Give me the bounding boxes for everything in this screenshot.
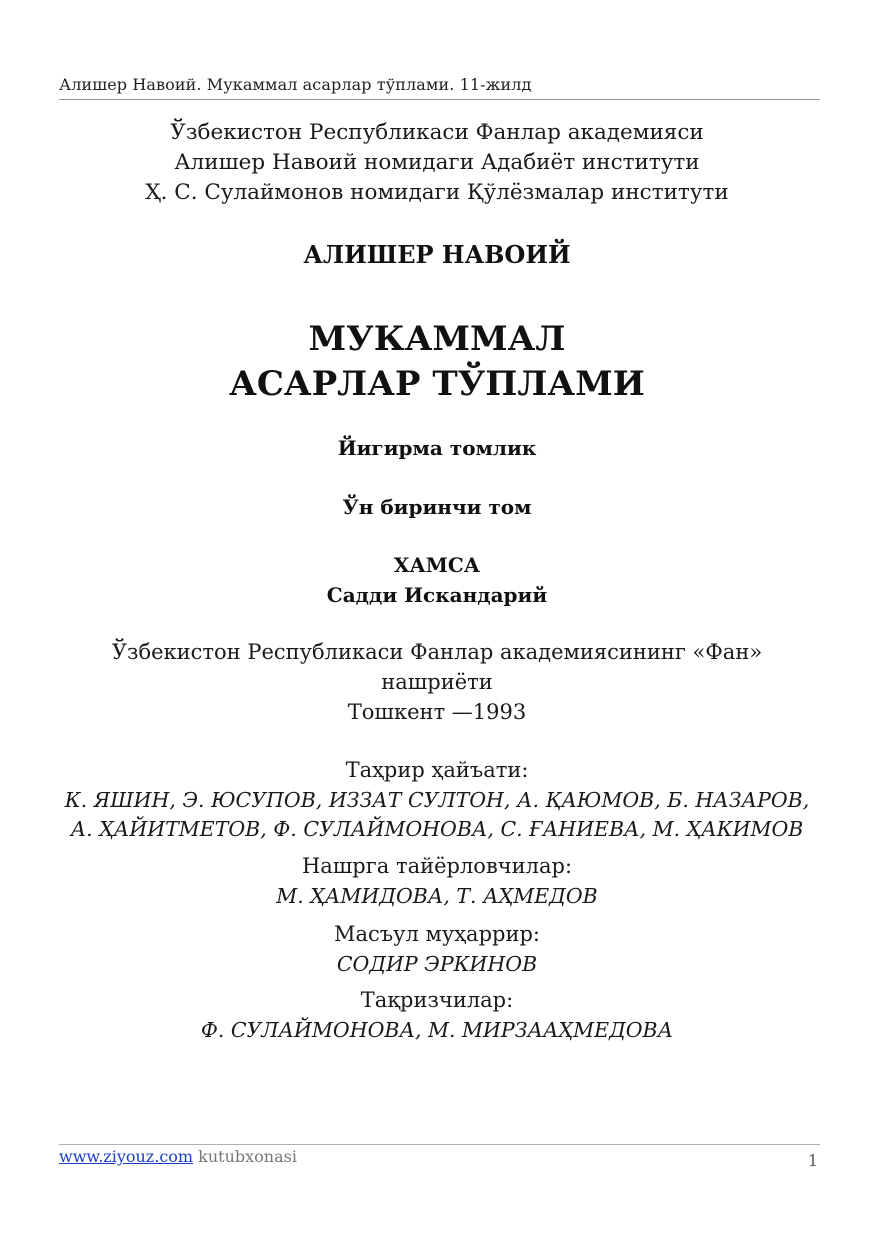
work-subtitle: Садди Искандарий bbox=[326, 583, 548, 607]
responsible-editor-label: Масъул муҳаррир: bbox=[334, 922, 540, 946]
book-title-line1: МУКАММАЛ bbox=[308, 319, 566, 359]
editorial-board-names-line1: К. ЯШИН, Э. ЮСУПОВ, ИЗЗАТ СУЛТОН, А. ҚАЮМОВ, Б. НАЗАРОВ, bbox=[64, 788, 810, 812]
responsible-editor-name: СОДИР ЭРКИНОВ bbox=[336, 952, 538, 976]
publication-place-year: Тошкент —1993 bbox=[347, 700, 527, 724]
running-header: Алишер Навоий. Мукаммал асарлар тўплами. 11-жилд bbox=[59, 75, 532, 94]
editorial-board-label: Таҳрир ҳайъати: bbox=[345, 758, 529, 782]
institution-manuscripts: Ҳ. С. Сулаймонов номидаги Қўлёзмалар институти bbox=[145, 180, 729, 205]
author-name: АЛИШЕР НАВОИЙ bbox=[303, 240, 571, 269]
footer-source bbox=[59, 1147, 297, 1166]
publisher-line1: Ўзбекистон Республикаси Фанлар академиясининг «Фан» bbox=[111, 640, 763, 664]
reviewers-names: Ф. СУЛАЙМОНОВА, М. МИРЗААҲМЕДОВА bbox=[200, 1018, 674, 1042]
institution-academy: Ўзбекистон Республикаси Фанлар академияси bbox=[170, 120, 704, 145]
page-number: 1 bbox=[807, 1151, 818, 1170]
volume-label: Ўн биринчи том bbox=[342, 495, 532, 519]
work-name: ХАМСА bbox=[393, 553, 481, 577]
institution-literature: Алишер Навоий номидаги Адабиёт институти bbox=[174, 150, 700, 175]
edition-label: Йигирма томлик bbox=[337, 436, 537, 460]
book-title-line2: АСАРЛАР ТЎПЛАМИ bbox=[229, 364, 645, 404]
footer-divider bbox=[59, 1144, 820, 1145]
editorial-board-names-line2: А. ҲАЙИТМЕТОВ, Ф. СУЛАЙМОНОВА, С. ҒАНИЕВА, М. ҲАКИМОВ bbox=[70, 817, 804, 841]
header-divider bbox=[59, 99, 820, 100]
publisher-line2: нашриёти bbox=[381, 670, 493, 694]
preparers-names: М. ҲАМИДОВА, Т. АҲМЕДОВ bbox=[276, 884, 598, 908]
ziyouz-link[interactable]: www.ziyouz.com bbox=[59, 1147, 194, 1166]
footer-suffix: kutubxonasi bbox=[198, 1147, 297, 1166]
reviewers-label: Тақризчилар: bbox=[360, 988, 514, 1012]
preparers-label: Нашрга тайёрловчилар: bbox=[301, 854, 573, 878]
